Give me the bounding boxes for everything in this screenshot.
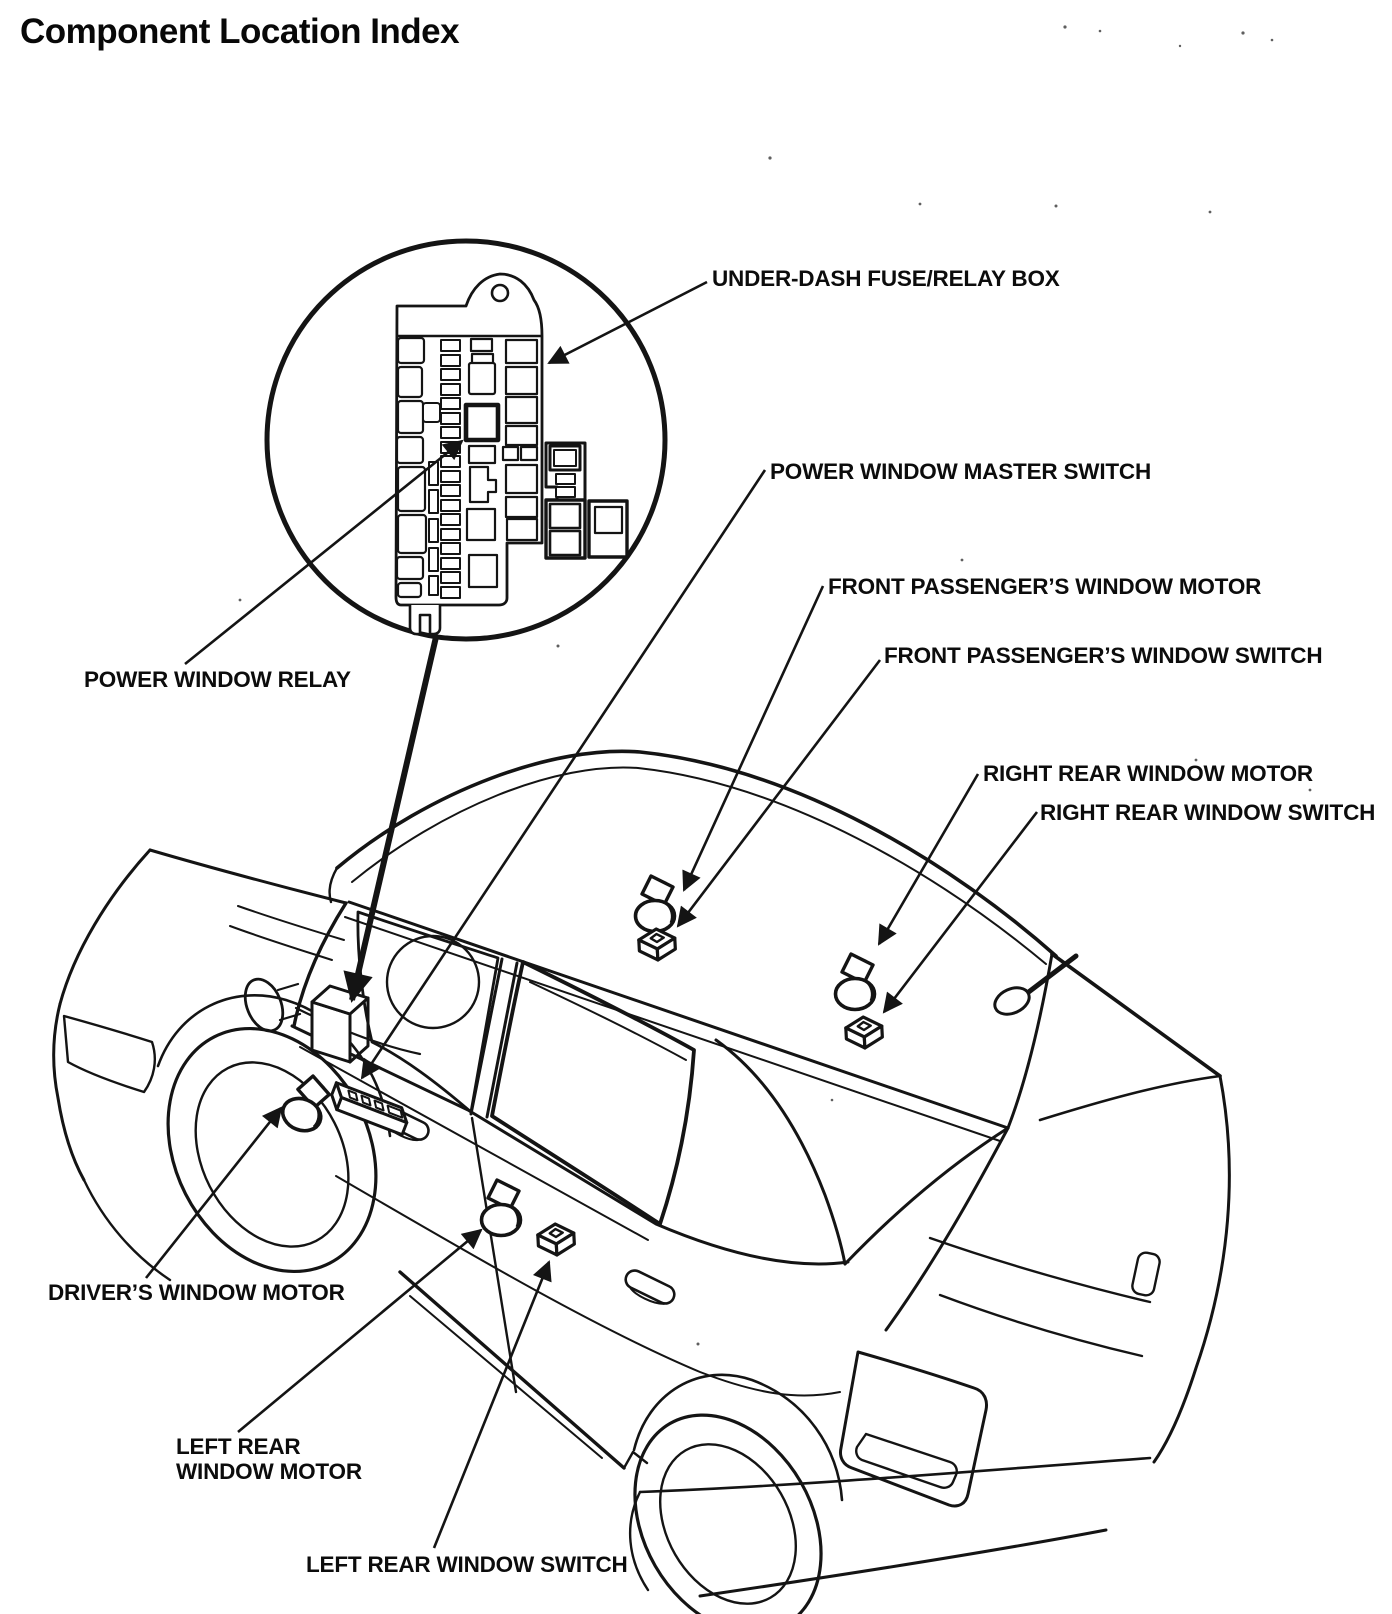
front-passenger-window-switch-icon [638, 928, 676, 961]
label-front-passenger-window-switch: FRONT PASSENGER’S WINDOW SWITCH [884, 643, 1323, 668]
car-body [54, 751, 1230, 1614]
label-left-rear-window-motor-line1: LEFT REAR [176, 1434, 301, 1459]
label-left-rear-window-motor-line2: WINDOW MOTOR [176, 1459, 362, 1485]
label-left-rear-window-switch: LEFT REAR WINDOW SWITCH [306, 1552, 628, 1577]
label-power-window-relay: POWER WINDOW RELAY [84, 667, 351, 692]
label-right-rear-window-switch: RIGHT REAR WINDOW SWITCH [1040, 800, 1376, 825]
right-rear-window-motor-icon [836, 954, 875, 1010]
power-window-relay-icon [466, 405, 498, 440]
leader-front-passenger-window-switch [678, 660, 880, 926]
label-front-passenger-window-motor: FRONT PASSENGER’S WINDOW MOTOR [828, 574, 1262, 599]
roof-antenna [991, 956, 1076, 1019]
power-window-master-switch-icon [327, 1083, 411, 1135]
leader-left-rear-window-switch [434, 1262, 549, 1548]
leader-front-passenger-window-motor [684, 586, 823, 890]
side-mirror [238, 974, 300, 1037]
drivers-window-motor-icon [278, 1070, 335, 1136]
left-rear-window-switch-icon [537, 1223, 575, 1256]
rear-door-handle [621, 1268, 677, 1310]
leader-drivers-window-motor [146, 1108, 281, 1278]
scan-specks [239, 25, 1312, 1345]
label-drivers-window-motor: DRIVER’S WINDOW MOTOR [48, 1280, 345, 1305]
leader-under-dash-fuse-relay-box [549, 282, 707, 363]
leader-left-rear-window-motor [238, 1230, 481, 1432]
steering-wheel [387, 936, 479, 1028]
label-under-dash-fuse-relay-box: UNDER-DASH FUSE/RELAY BOX [712, 266, 1060, 291]
label-power-window-master-switch: POWER WINDOW MASTER SWITCH [770, 459, 1152, 484]
page-title: Component Location Index [20, 12, 460, 51]
label-right-rear-window-motor: RIGHT REAR WINDOW MOTOR [983, 761, 1313, 786]
right-rear-window-switch-icon [845, 1016, 883, 1049]
arrow-fuse-box-location [352, 637, 436, 1000]
label-left-rear-window-motor [176, 1434, 362, 1484]
under-dash-fuse-relay-box-icon [396, 274, 627, 634]
left-rear-window-motor-icon [482, 1180, 521, 1236]
front-passenger-window-motor-icon [636, 876, 675, 932]
under-dash-box-location [312, 986, 368, 1062]
leader-right-rear-window-switch [884, 812, 1037, 1012]
